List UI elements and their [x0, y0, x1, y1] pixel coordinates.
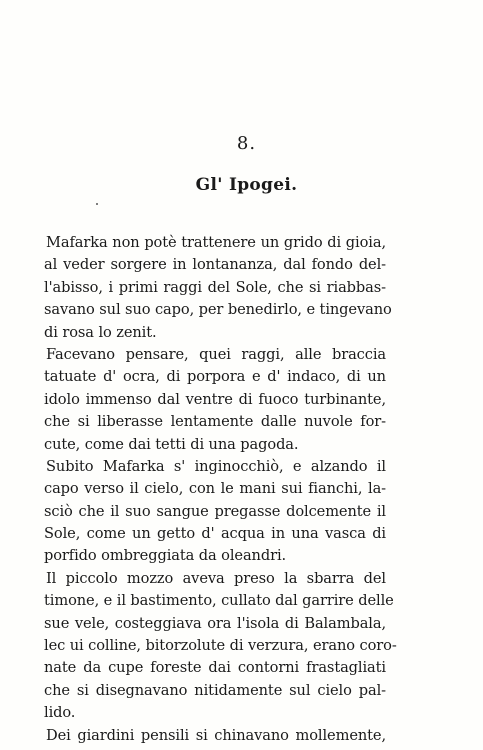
text-line: Dei giardini pensili si chinavano mollemente, [46, 726, 386, 744]
text-line: nate da cupe foreste dai contorni frastagliati [44, 659, 386, 677]
text-line: idolo immenso dal ventre di fuoco turbinante, [44, 390, 386, 408]
text-line: di rosa lo zenit. [44, 323, 157, 341]
text-line: Subito Mafarka s' inginocchiò, e alzando il [46, 457, 386, 475]
text-line: Mafarka non potè trattenere un grido di gioia, [46, 234, 386, 251]
text-line: lido. [44, 704, 76, 722]
text-line: cute, come dai tetti di una pagoda. [44, 435, 299, 453]
text-line: timone, e il bastimento, cullato dal garrire delle [44, 592, 394, 610]
text-line: che si liberasse lentamente dalle nuvole for- [44, 413, 386, 431]
text-line: che si disegnavano nitidamente sul cielo pal- [44, 681, 386, 699]
text-line: Sole, come un getto d' acqua in una vasca di [44, 525, 386, 543]
text-line: sue vele, costeggiava ora l'isola di Balambala, [44, 614, 386, 632]
text-line: l'abisso, i primi raggi del Sole, che si riabbas- [44, 278, 386, 296]
body-text [44, 232, 397, 747]
chapter-number: 8. [236, 133, 257, 154]
paper-speck [96, 203, 98, 205]
text-line: Il piccolo mozzo aveva preso la sbarra del [46, 569, 386, 587]
text-line: al veder sorgere in lontananza, dal fondo del- [44, 256, 386, 274]
text-line: sciò che il suo sangue pregasse dolcemente il [44, 502, 386, 520]
text-line: savano sul suo capo, per benedirlo, e tingevano [44, 301, 392, 319]
chapter-title: Gl' Ipogei. [195, 175, 298, 195]
text-line: porfido ombreggiata da oleandri. [44, 547, 287, 565]
text-line: tatuate d' ocra, di porpora e d' indaco, di un [44, 368, 386, 386]
text-line: capo verso il cielo, con le mani sui fianchi, la- [44, 480, 386, 498]
text-line: Facevano pensare, quei raggi, alle braccia [46, 345, 386, 363]
text-line: lec ui colline, bitorzolute di verzura, erano coro- [44, 637, 397, 655]
